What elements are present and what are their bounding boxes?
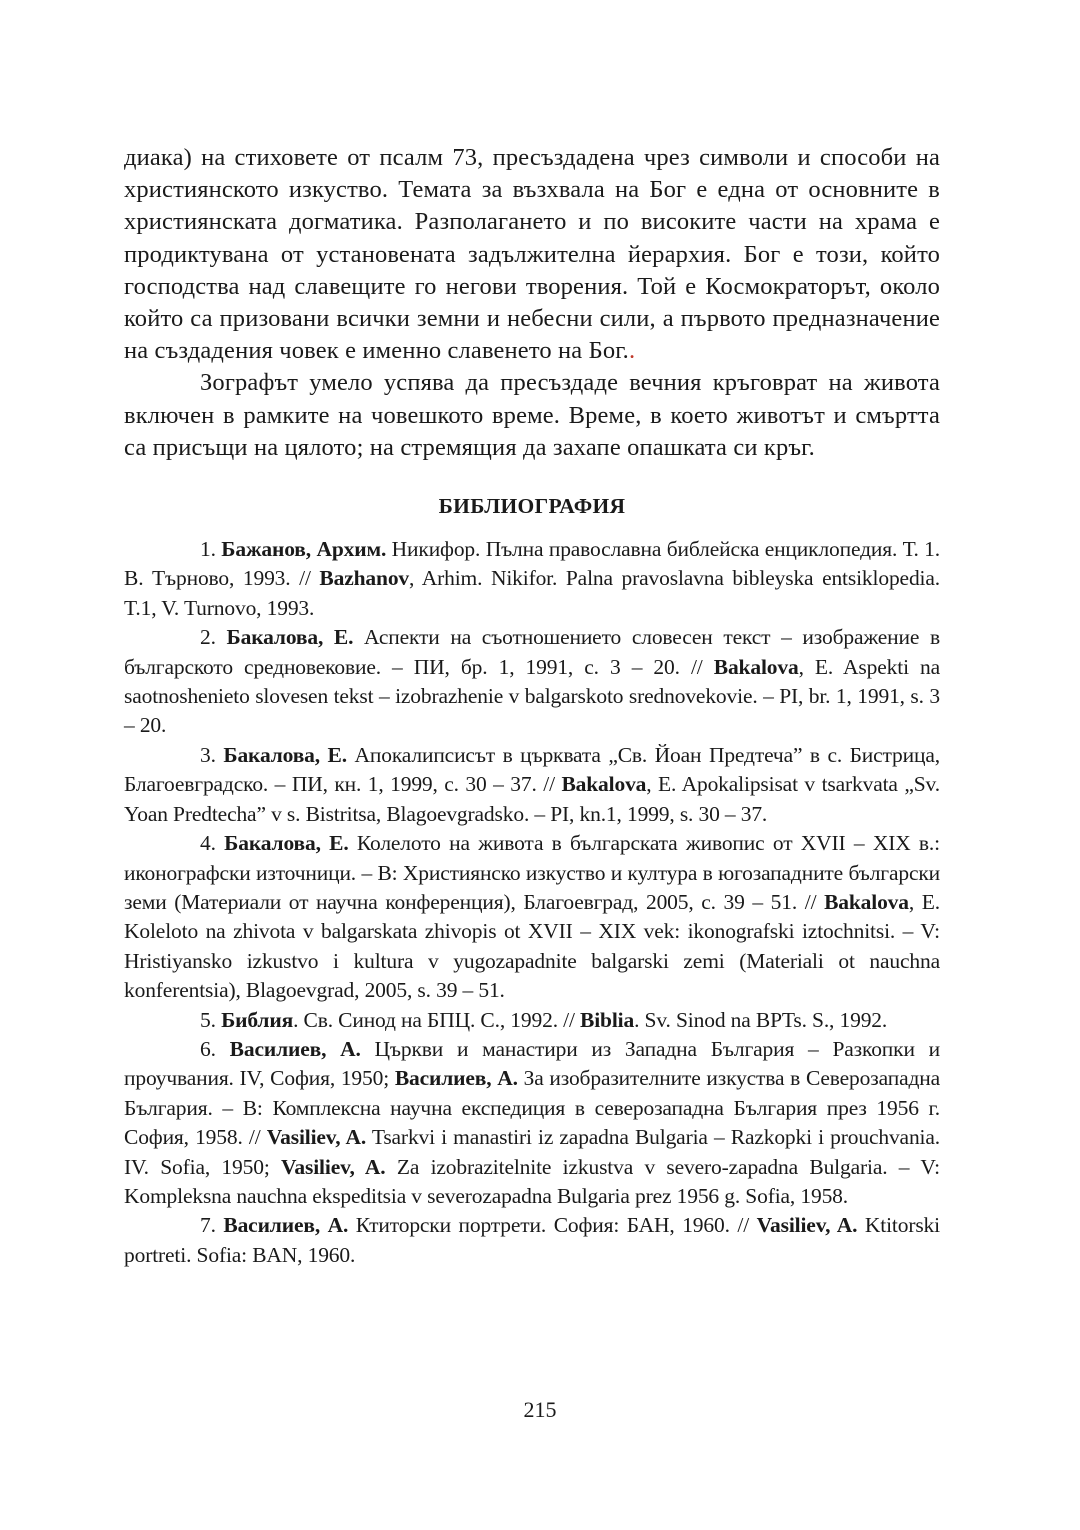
bibliography-entry-5 [124,1006,940,1035]
entry-translit-author: Bakalova [824,889,909,914]
entry-number: 3. [200,742,224,767]
entry-author: Василиев, А. [223,1213,349,1238]
entry-author: Бакалова, Е. [224,831,349,856]
bibliography-entry-1 [124,535,940,623]
entry-translit-author: Bakalova [713,654,799,679]
red-period-mark: . [628,337,636,365]
bibliography-entry-7 [124,1211,940,1270]
bibliography-entry-4 [124,829,940,1005]
entry-translit-author: Vasiliev, A. [266,1125,367,1150]
page-content [124,142,940,1270]
entry-translit-author: Vasiliev, A. [756,1213,858,1238]
entry-author: Бакалова, Е. [223,742,347,767]
entry-author: Бакалова, Е. [226,625,354,650]
bibliography-entry-6 [124,1035,940,1211]
entry-author: Бажанов, Архим. [221,537,387,562]
entry-text: Апокалипсисът в църквата „Св. Йоан Предтеча” в с. Бистрица, Благоевградско. – ПИ, кн. 1, 1999, с. 30 – 37. // [124,742,940,797]
bibliography-list [124,535,940,1270]
entry-text: Колелото на живота в българската живопис от XVII – XIX в.: иконографски източници. – В: Християнско изкуство и култура в югозападните български земи (Материали от научна конференция), Благоевград, 2005, с. 39 – 51. // [124,831,940,914]
entry-number: 1. [200,537,222,562]
entry-text: . Св. Синод на БПЦ. С., 1992. // [293,1007,581,1032]
entry-text-2: За изобразителните изкуства в Северозападна България. – В: Комплексна научна експедиция в северозападна България през 1956 г. София, 1958. // [124,1066,940,1150]
entry-translit-text: , E. Apokalipsisat v tsarkvata „Sv. Yoan Predtecha” v s. Bistritsa, Blagoevgradsko. – PI, kn.1, 1999, s. 30 – 37. [124,772,940,826]
bibliography-entry-3 [124,741,940,829]
entry-translit-text: , E. Koleloto na zhivota v balgarskata zhivopis ot XVII – XIX vek: ikonografski iztochnitsi. – V: Hristiyansko izkustvo i kultura v yugozapadnite balgarski zemi (Materiali ot nauchna konferentsia), Blagoevgrad, 2005, s. 39 – 51. [124,889,940,1003]
page-number: 215 [523,1397,557,1422]
body-paragraph-1 [124,142,940,367]
entry-number: 5. [200,1007,222,1032]
entry-translit-text: , Arhim. Nikifor. Palna pravoslavna bibleyska entsiklopedia. T.1, V. Turnovo, 1993. [124,566,940,620]
entry-text: Църкви и манастири из Западна България – Разкопки и проучвания. IV, София, 1950; [124,1036,940,1091]
entry-number: 4. [200,831,225,856]
entry-translit-text-2: Za izobrazitelnite izkustva v severo-zapadna Bulgaria. – V: Kompleksna nauchna ekspeditsia v severozapadna Bulgaria prez 1956 g. Sofia, 1958. [124,1154,940,1208]
entry-translit-author: Bakalova [561,772,647,797]
entry-translit-text: Ktitorski portreti. Sofia: BAN, 1960. [124,1213,940,1267]
entry-number: 6. [200,1036,230,1061]
entry-text: Аспекти на съотношението словесен текст – изображение в българското средновековие. – ПИ, бр. 1, 1991, с. 3 – 20. // [124,625,940,679]
entry-author-2: Василиев, А. [394,1066,518,1091]
bibliography-entry-2 [124,623,940,741]
entry-text: Никифор. Пълна православна библейска енциклопедия. Т. 1. В. Търново, 1993. // [124,537,940,591]
body-paragraph-1-text: диака) на стиховете от псалм 73, пресъздадена чрез символи и способи на християнското изкуство. Темата за възхвала на Бог е една от основните в християнската догматика. Разполагането и по високите части на храма е продиктувана от установената задължителна йерархия. Бог е този, който господства над славещите го негови творения. Той е Космократорът, около който са призовани всички земни и небесни сили, а първото предназначение на създадения човек е именно славенето на Бог. [124,144,940,365]
entry-translit-text: Tsarkvi i manastiri iz zapadna Bulgaria – Razkopki i prouchvania. IV. Sofia, 1950; [124,1125,940,1179]
body-paragraph-2: Зографът умело успява да пресъздаде вечния кръговрат на живота включен в рамките на човешкото време. Време, в което животът и смъртта са присъщи на цялото; на стремящия да захапе опашката си кръг. [124,369,940,461]
entry-translit-text: , E. Aspekti na saotnoshenieto slovesen tekst – izobrazhenie v balgarskoto srednovekovie. – PI, br. 1, 1991, s. 3 – 20. [124,654,940,738]
entry-translit-author-2: Vasiliev, A. [281,1154,386,1179]
entry-number: 2. [200,625,227,650]
entry-translit-author: Biblia [580,1007,635,1032]
entry-author: Библия [221,1007,294,1032]
entry-text: Ктиторски портрети. София: БАН, 1960. // [348,1213,757,1238]
entry-author: Василиев, А. [229,1036,361,1061]
bibliography-heading: БИБЛИОГРАФИЯ [438,494,626,519]
entry-translit-author: Bazhanov [319,566,410,591]
entry-translit-text: . Sv. Sinod na BPTs. S., 1992. [634,1007,888,1032]
entry-number: 7. [200,1213,224,1238]
